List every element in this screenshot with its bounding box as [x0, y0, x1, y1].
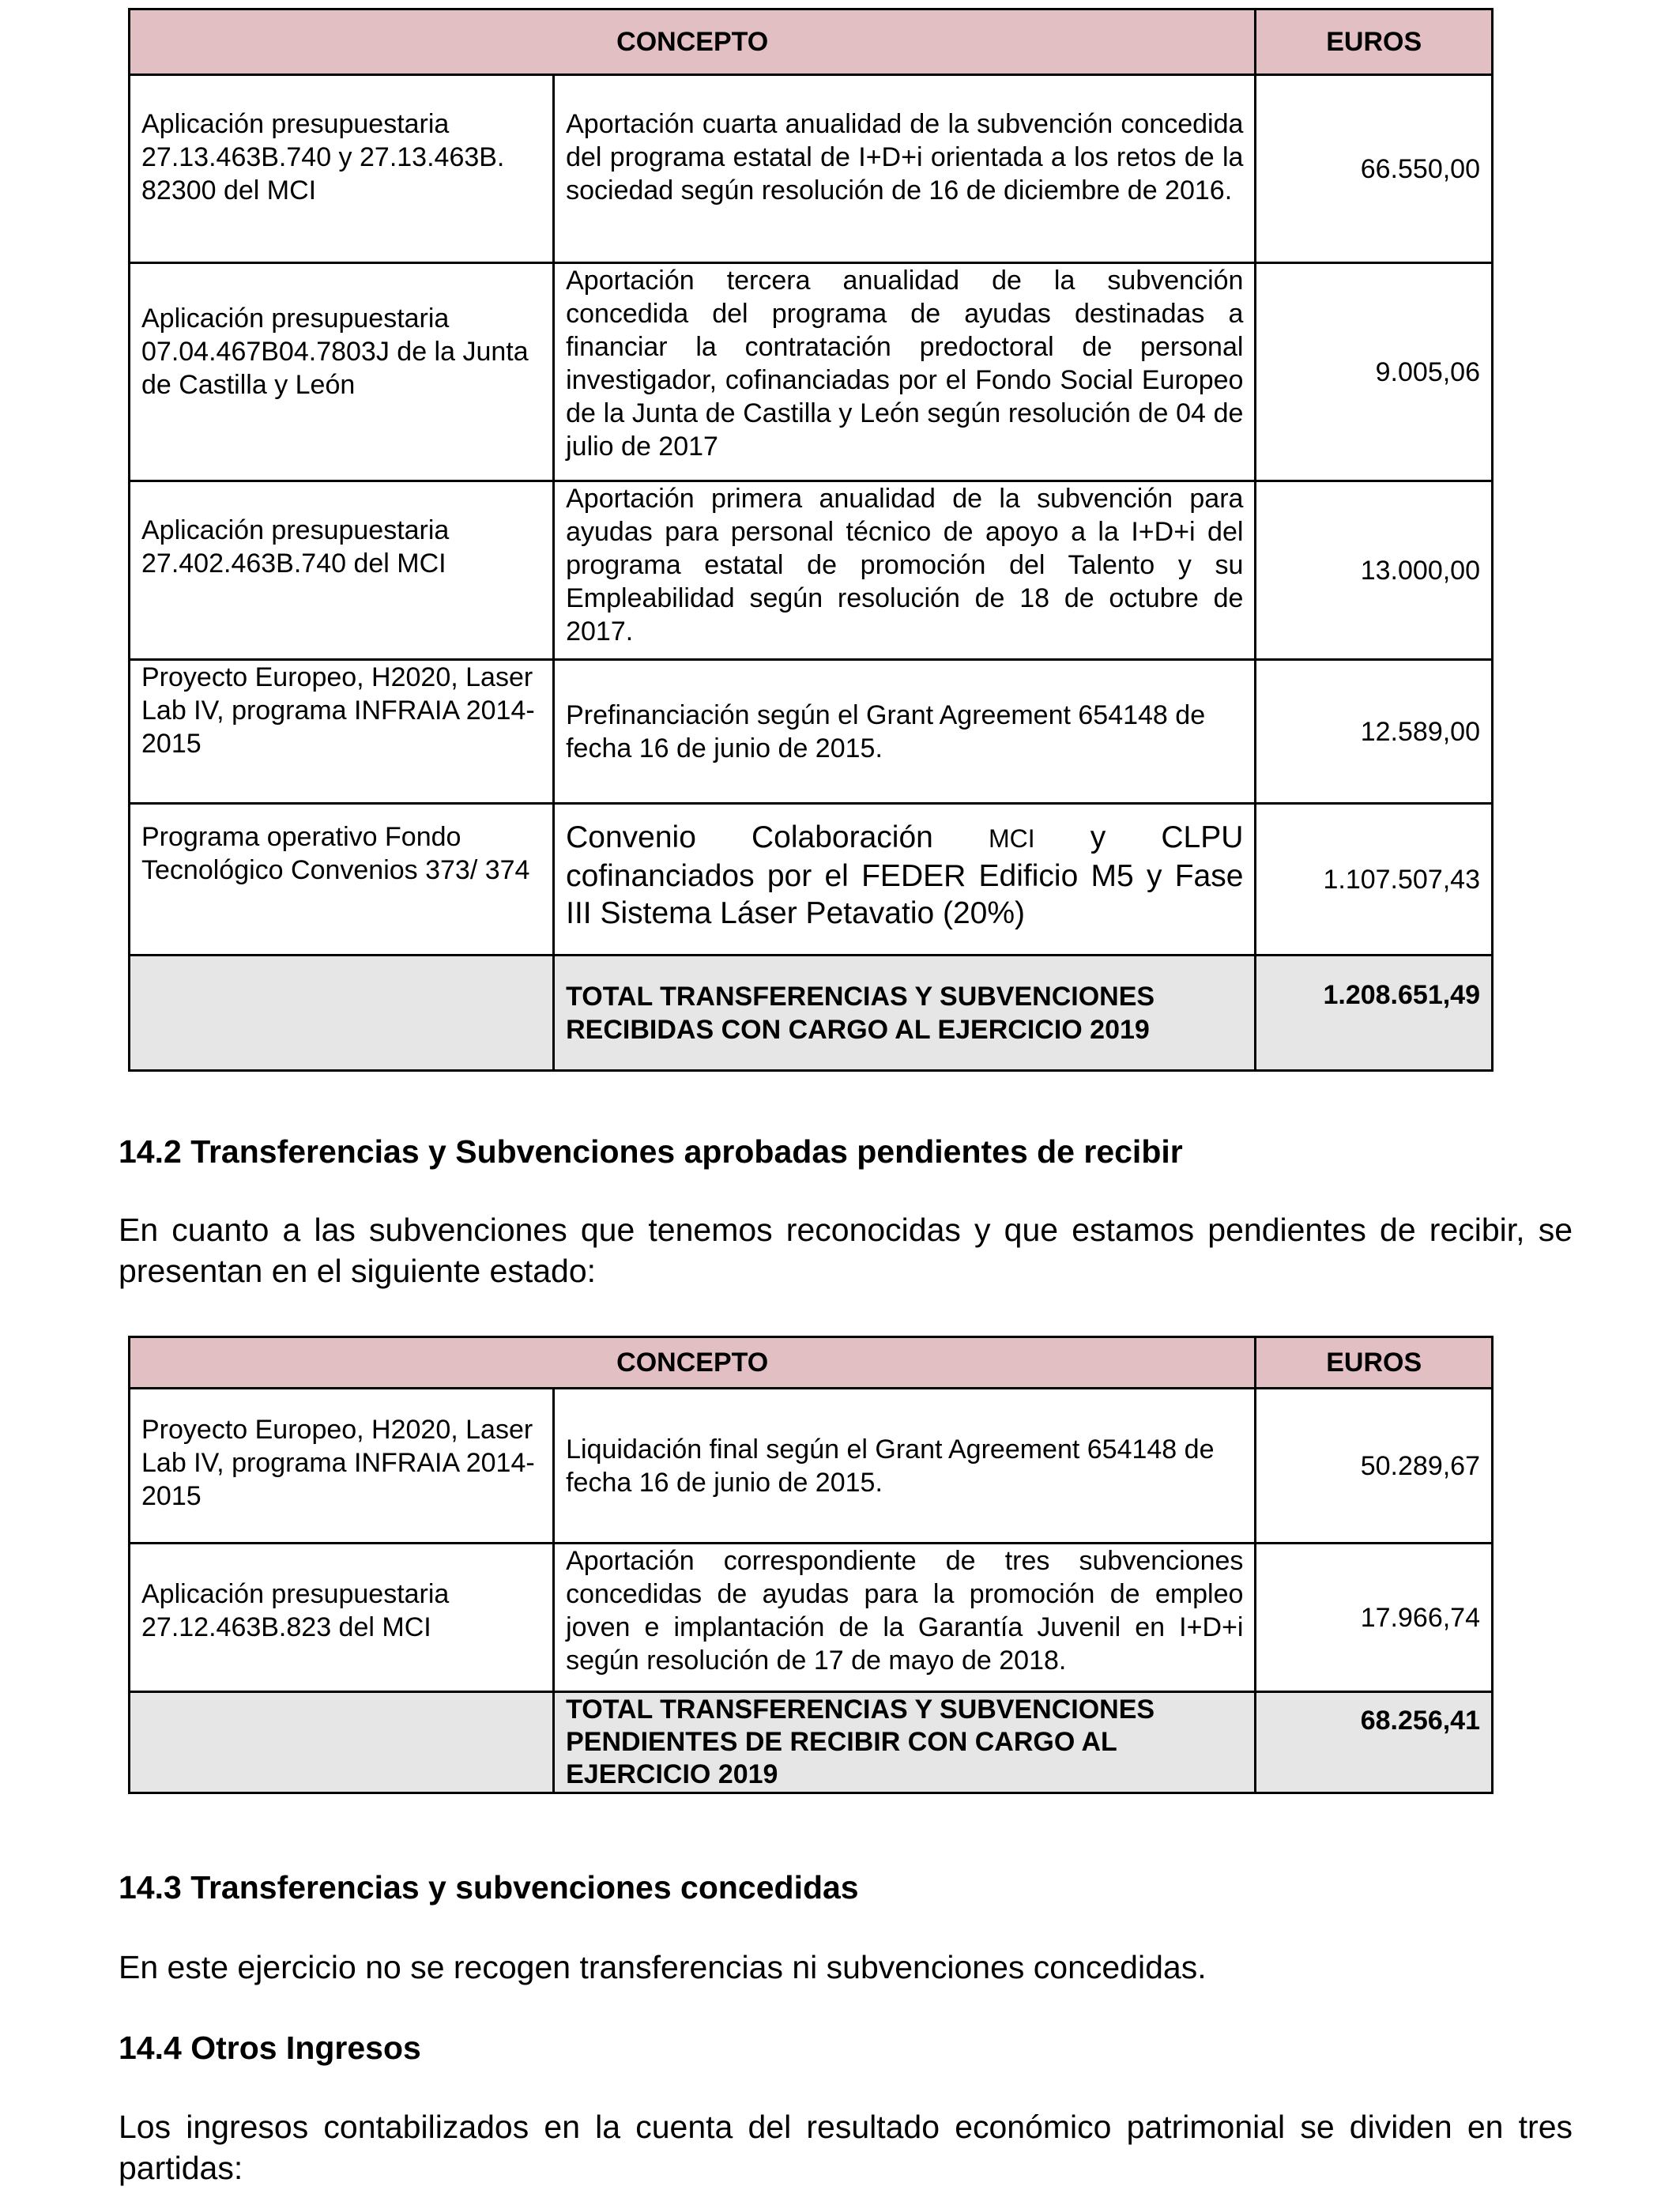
table-row: [130, 1389, 1493, 1544]
aplicacion-cell: Aplicación presupuestaria 07.04.467B04.7803J de la Junta de Castilla y León: [130, 263, 554, 481]
descripcion-cell: Aportación cuarta anualidad de la subvención concedida del programa estatal de I+D+i orientada a los retos de la sociedad según resolución de 16 de diciembre de 2016.: [554, 75, 1256, 263]
descripcion-cell: Aportación tercera anualidad de la subvención concedida del programa de ayudas destinadas a financiar la contratación predoctoral de personal investigador, cofinanciadas por el Fondo Social Europeo de la Junta de Castilla y León según resolución de 04 de julio de 2017: [554, 263, 1256, 481]
descripcion-cell: [554, 804, 1256, 956]
section-paragraph-14-2: En cuanto a las subvenciones que tenemos reconocidas y que estamos pendientes de recibir, se presentan en el siguiente estado:: [119, 1212, 1573, 1289]
subvenciones-pendientes-table: [128, 1336, 1494, 1794]
euros-cell: 13.000,00: [1256, 481, 1493, 660]
aplicacion-cell: Proyecto Europeo, H2020, Laser Lab IV, programa INFRAIA 2014-2015: [130, 660, 554, 804]
euros-cell: 12.589,00: [1256, 660, 1493, 804]
total-row: [130, 956, 1493, 1071]
descripcion-cell: Aportación primera anualidad de la subvención para ayudas para personal técnico de apoyo a la I+D+i del programa estatal de promoción del Talento y su Empleabilidad según resolución de 18 de octubre de 2017.: [554, 481, 1256, 660]
total-amount: 1.208.651,49: [1256, 956, 1493, 1071]
descripcion-cell: Prefinanciación según el Grant Agreement 654148 de fecha 16 de junio de 2015.: [554, 660, 1256, 804]
aplicacion-cell: Aplicación presupuestaria 27.13.463B.740 y 27.13.463B. 82300 del MCI: [130, 75, 554, 263]
total-amount: 68.256,41: [1256, 1692, 1493, 1793]
euros-cell: 9.005,06: [1256, 263, 1493, 481]
table-row: [130, 481, 1493, 660]
total-empty-cell: [130, 956, 554, 1071]
table-row: [130, 660, 1493, 804]
section-heading-14-3: 14.3 Transferencias y subvenciones concedidas: [119, 1869, 859, 1906]
section-paragraph-14-3: En este ejercicio no se recogen transferencias ni subvenciones concedidas.: [119, 1949, 1207, 1985]
euros-cell: 50.289,67: [1256, 1389, 1493, 1544]
table-row: [130, 1544, 1493, 1692]
descripcion-cell: Aportación correspondiente de tres subvenciones concedidas de ayudas para la promoción de empleo joven e implantación de la Garantía Juvenil en I+D+i según resolución de 17 de mayo de 2018.: [554, 1544, 1256, 1692]
aplicacion-cell: Programa operativo Fondo Tecnológico Convenios 373/ 374: [130, 804, 554, 956]
euros-cell: 1.107.507,43: [1256, 804, 1493, 956]
section-heading-14-2: 14.2 Transferencias y Subvenciones aprobadas pendientes de recibir: [119, 1133, 1183, 1170]
descripcion-part: MCI: [988, 824, 1035, 853]
concepto-header: CONCEPTO: [130, 9, 1256, 75]
euros-cell: 17.966,74: [1256, 1544, 1493, 1692]
transferencias-recibidas-table: [128, 8, 1494, 1072]
aplicacion-cell: Aplicación presupuestaria 27.12.463B.823 del MCI: [130, 1544, 554, 1692]
descripcion-part: y CLPU cofinanciados por el FEDER Edificio M5 y Fase III Sistema Láser Petavatio (20%): [566, 820, 1244, 930]
table-row: [130, 804, 1493, 956]
euros-header: EUROS: [1256, 9, 1493, 75]
euros-header: EUROS: [1256, 1337, 1493, 1389]
aplicacion-cell: Proyecto Europeo, H2020, Laser Lab IV, programa INFRAIA 2014-2015: [130, 1389, 554, 1544]
total-label: TOTAL TRANSFERENCIAS Y SUBVENCIONES PENDIENTES DE RECIBIR CON CARGO AL EJERCICIO 2019: [554, 1692, 1256, 1793]
total-empty-cell: [130, 1692, 554, 1793]
table-header-row: [130, 1337, 1493, 1389]
table-row: [130, 263, 1493, 481]
section-paragraph-14-4: Los ingresos contabilizados en la cuenta del resultado económico patrimonial se dividen en tres partidas:: [119, 2109, 1573, 2186]
concepto-header: CONCEPTO: [130, 1337, 1256, 1389]
total-row: [130, 1692, 1493, 1793]
total-label: TOTAL TRANSFERENCIAS Y SUBVENCIONES RECIBIDAS CON CARGO AL EJERCICIO 2019: [554, 956, 1256, 1071]
euros-cell: 66.550,00: [1256, 75, 1493, 263]
table-header-row: [130, 9, 1493, 75]
section-heading-14-4: 14.4 Otros Ingresos: [119, 2030, 421, 2066]
descripcion-part: Convenio Colaboración: [566, 820, 933, 854]
table-row: [130, 75, 1493, 263]
descripcion-cell: Liquidación final según el Grant Agreement 654148 de fecha 16 de junio de 2015.: [554, 1389, 1256, 1544]
aplicacion-cell: Aplicación presupuestaria 27.402.463B.740 del MCI: [130, 481, 554, 660]
